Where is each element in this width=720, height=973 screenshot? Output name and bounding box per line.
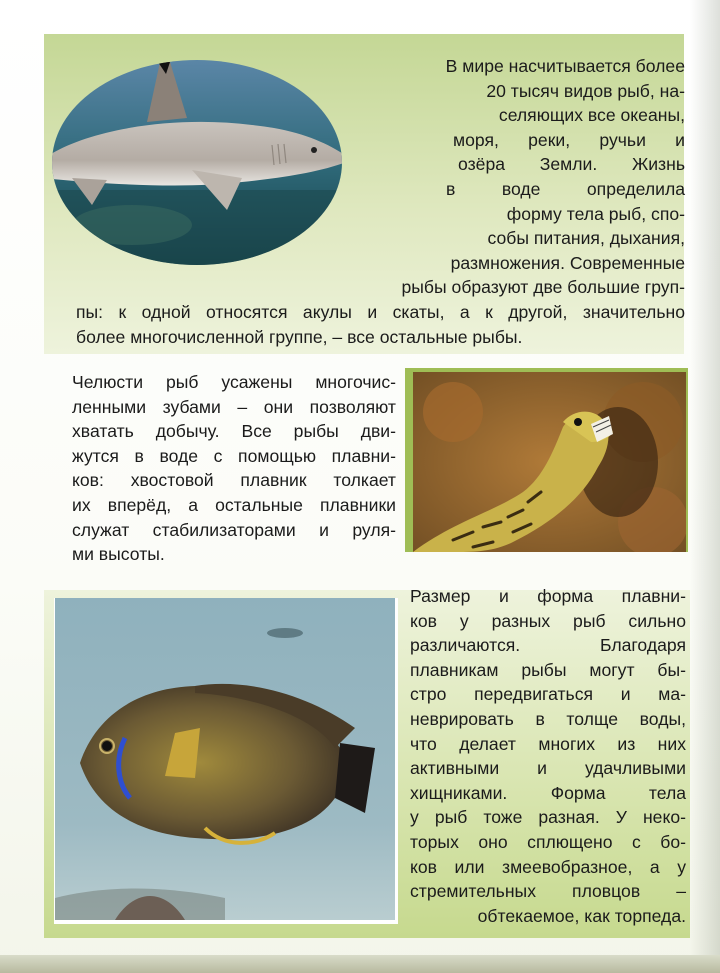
text-line: плавникам рыбы могут бы- bbox=[410, 659, 686, 680]
text-line: обтекаемое, как торпеда. bbox=[477, 905, 686, 926]
text-line: у рыб тоже разная. У неко- bbox=[410, 807, 686, 828]
text-line: ков или змеевобразное, а у bbox=[410, 856, 686, 877]
text-line: хищниками. Форма тела bbox=[410, 782, 686, 803]
text-line: ков у разных рыб сильно bbox=[410, 610, 686, 631]
text-line: торых оно сплющено с бо- bbox=[410, 831, 686, 852]
text-line: Челюсти рыб усажены многочис- bbox=[72, 372, 396, 392]
text-line: различаются. Благодаря bbox=[410, 635, 686, 656]
text-line: их вперёд, а остальные плавники bbox=[72, 494, 396, 515]
text-line: ми высоты. bbox=[72, 544, 165, 565]
text-line: 20 тысяч видов рыб, на- bbox=[486, 80, 685, 101]
text-line: что делает многих из них bbox=[410, 733, 686, 754]
intro-paragraph bbox=[70, 54, 685, 349]
text-line: хватать добычу. Все рыбы дви- bbox=[72, 421, 396, 442]
angelfish-illustration bbox=[55, 598, 395, 920]
text-line: форму тела рыб, спо- bbox=[506, 203, 685, 224]
text-line: пы: к одной относятся акулы и скаты, а к другой, значительно bbox=[76, 301, 685, 322]
text-line: служат стабилизаторами и руля- bbox=[72, 519, 396, 540]
text-line: размножения. Современные bbox=[450, 252, 685, 273]
moray-eel-illustration bbox=[413, 372, 686, 552]
text-line: жутся в воде с помощью плавни- bbox=[72, 445, 396, 466]
text-line: неврировать в толще воды, bbox=[410, 708, 686, 729]
page-edge-shadow bbox=[690, 0, 720, 973]
text-line: селяющих все океаны, bbox=[498, 105, 685, 126]
text-line: ленными зубами – они позволяют bbox=[72, 396, 396, 417]
moray-eel-photo bbox=[413, 372, 686, 552]
text-line: в воде определила bbox=[446, 178, 685, 199]
text-line: озёра Земли. Жизнь bbox=[458, 154, 685, 175]
text-line: Размер и форма плавни- bbox=[410, 586, 686, 606]
fin-shape-paragraph bbox=[410, 584, 686, 928]
text-line: стро передвигаться и ма- bbox=[410, 684, 686, 705]
angelfish-photo bbox=[55, 598, 395, 920]
text-line: В мире насчитывается более bbox=[445, 56, 685, 76]
text-line: собы питания, дыхания, bbox=[487, 228, 685, 249]
text-line: более многочисленной группе, – все остальные рыбы. bbox=[76, 326, 523, 347]
page-bottom-edge bbox=[0, 955, 720, 973]
text-line: рыбы образуют две большие груп- bbox=[401, 277, 685, 298]
text-line: активными и удачливыми bbox=[410, 758, 686, 779]
text-line: моря, реки, ручьи и bbox=[453, 129, 685, 150]
jaws-fins-paragraph bbox=[72, 370, 396, 567]
text-line: ков: хвостовой плавник толкает bbox=[72, 470, 396, 491]
text-line: стремительных пловцов – bbox=[410, 881, 686, 902]
